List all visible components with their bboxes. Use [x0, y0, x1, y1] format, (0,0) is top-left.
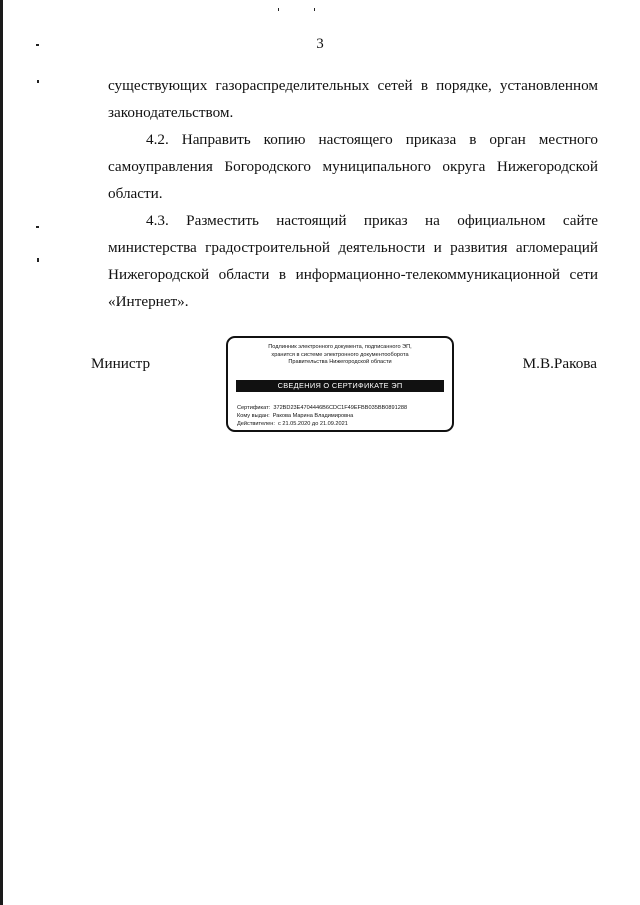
paragraph-text: 4.3. Разместить настоящий приказ на официальном сайте министерства градостроительной деятельности и развития агломераций Нижегородской области в информационно-телекоммуникационной сети «Интернет». — [108, 212, 598, 310]
paragraph-4-2 — [108, 126, 598, 207]
signatory-name: М.В.Ракова — [522, 355, 597, 372]
scan-left-border — [0, 0, 3, 905]
signatory-title: Министр — [91, 355, 151, 372]
stamp-certificate-bar: СВЕДЕНИЯ О СЕРТИФИКАТЕ ЭП — [236, 380, 444, 392]
scan-speck — [36, 226, 39, 228]
stamp-header — [228, 344, 452, 367]
stamp-certificate-row — [237, 404, 446, 412]
scan-speck — [278, 8, 279, 11]
stamp-header-line: Подлинник электронного документа, подписанного ЭП, — [268, 344, 412, 350]
scan-speck — [37, 258, 39, 262]
stamp-details — [237, 404, 446, 428]
stamp-header-line: хранится в системе электронного документооборота — [271, 351, 409, 358]
scan-speck — [37, 80, 39, 83]
paragraph-text: 4.2. Направить копию настоящего приказа в орган местного самоуправления Богородского муниципального округа Нижегородской области. — [108, 131, 598, 202]
stamp-validity-value: с 21.05.2020 до 21.09.2021 — [278, 421, 348, 427]
stamp-issued-to-row — [237, 412, 446, 420]
stamp-validity-row — [237, 420, 446, 428]
stamp-certificate-value: 372BD23E4704446B6CDC1F49EFBB035BB0891288 — [273, 405, 408, 411]
paragraph-text: существующих газораспределительных сетей в порядке, установленном законодательством. — [108, 77, 598, 121]
stamp-issued-to-label: Кому выдан: — [237, 413, 270, 419]
stamp-validity-label: Действителен: — [237, 421, 275, 427]
paragraph-4-3 — [108, 207, 598, 315]
electronic-signature-stamp — [226, 336, 454, 432]
scan-speck — [314, 8, 315, 11]
stamp-header-line: Правительства Нижегородской области — [288, 359, 392, 366]
stamp-certificate-label: Сертификат: — [237, 405, 271, 411]
stamp-issued-to-value: Ракова Марина Владимировна — [272, 413, 354, 419]
page-number: 3 — [316, 36, 324, 52]
paragraph-continuation — [108, 72, 598, 126]
